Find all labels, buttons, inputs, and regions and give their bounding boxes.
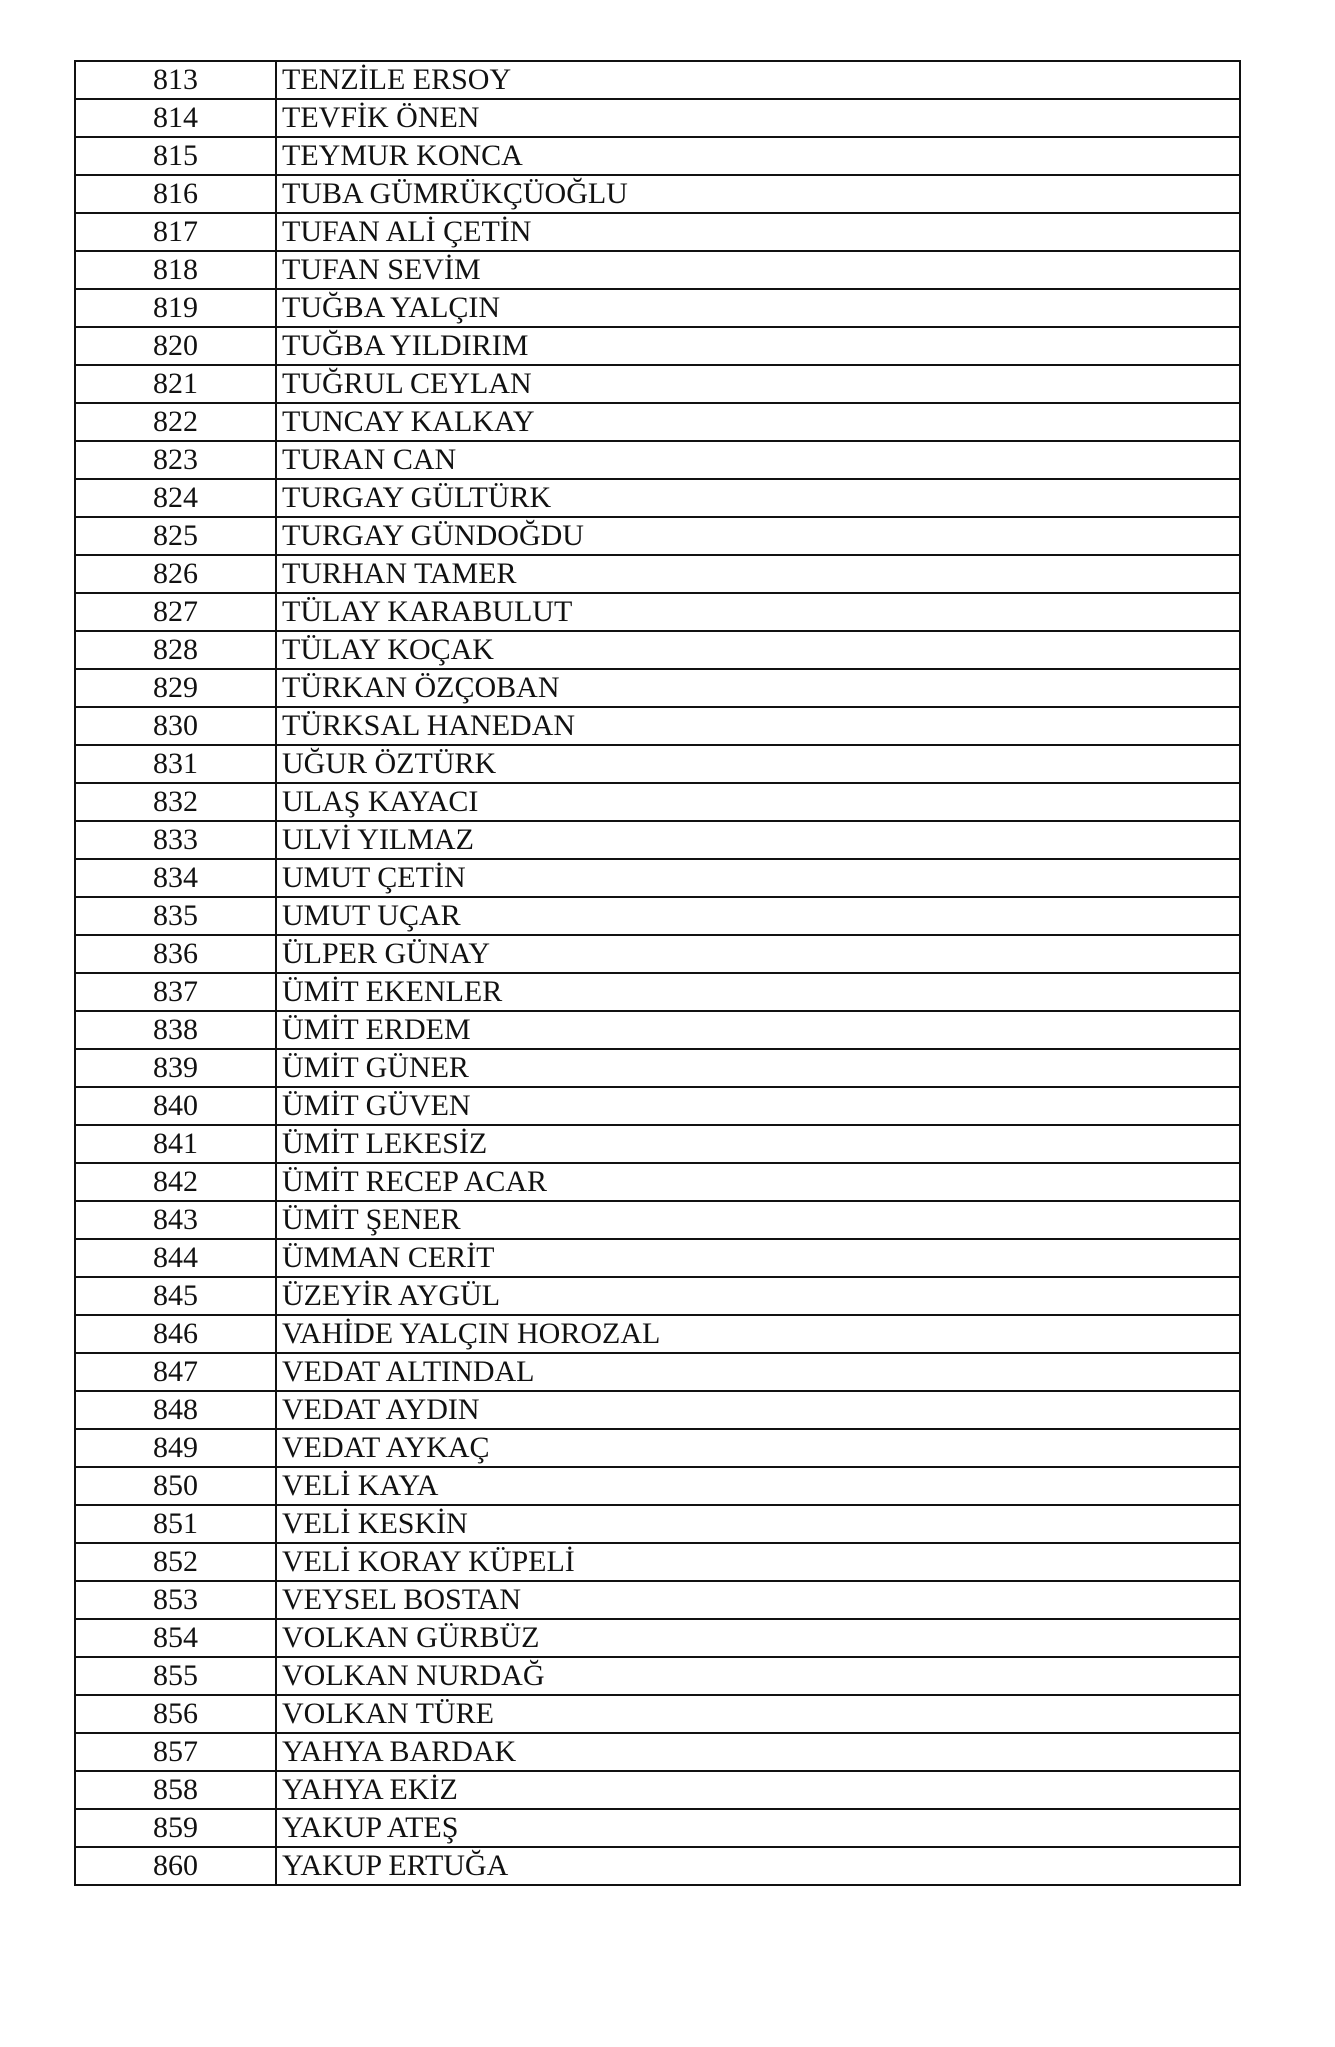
person-name: UĞUR ÖZTÜRK xyxy=(276,745,1240,783)
person-name: TUBA GÜMRÜKÇÜOĞLU xyxy=(276,175,1240,213)
table-row xyxy=(75,175,1240,213)
person-name: TUFAN ALİ ÇETİN xyxy=(276,213,1240,251)
row-number: 825 xyxy=(75,517,276,555)
table-row xyxy=(75,1087,1240,1125)
table-row xyxy=(75,783,1240,821)
row-number: 858 xyxy=(75,1771,276,1809)
row-number: 846 xyxy=(75,1315,276,1353)
person-name: VELİ KESKİN xyxy=(276,1505,1240,1543)
person-name: TUĞRUL CEYLAN xyxy=(276,365,1240,403)
row-number: 835 xyxy=(75,897,276,935)
table-row xyxy=(75,403,1240,441)
person-name: TÜRKAN ÖZÇOBAN xyxy=(276,669,1240,707)
row-number: 834 xyxy=(75,859,276,897)
table-row xyxy=(75,137,1240,175)
row-number: 816 xyxy=(75,175,276,213)
row-number: 827 xyxy=(75,593,276,631)
table-row xyxy=(75,213,1240,251)
person-name: TENZİLE ERSOY xyxy=(276,61,1240,99)
table-row xyxy=(75,631,1240,669)
person-name: ÜMİT ERDEM xyxy=(276,1011,1240,1049)
table-row xyxy=(75,555,1240,593)
row-number: 850 xyxy=(75,1467,276,1505)
table-row xyxy=(75,821,1240,859)
row-number: 820 xyxy=(75,327,276,365)
row-number: 838 xyxy=(75,1011,276,1049)
person-name: ÜMİT GÜNER xyxy=(276,1049,1240,1087)
row-number: 822 xyxy=(75,403,276,441)
person-name: ÜMİT RECEP ACAR xyxy=(276,1163,1240,1201)
row-number: 836 xyxy=(75,935,276,973)
person-name: TUĞBA YILDIRIM xyxy=(276,327,1240,365)
table-row xyxy=(75,1125,1240,1163)
table-row xyxy=(75,365,1240,403)
table-row xyxy=(75,517,1240,555)
person-name: TUFAN SEVİM xyxy=(276,251,1240,289)
table-row xyxy=(75,935,1240,973)
table-row xyxy=(75,1467,1240,1505)
table-row xyxy=(75,251,1240,289)
table-row xyxy=(75,1543,1240,1581)
table-row xyxy=(75,1391,1240,1429)
person-name: ULVİ YILMAZ xyxy=(276,821,1240,859)
row-number: 851 xyxy=(75,1505,276,1543)
row-number: 857 xyxy=(75,1733,276,1771)
person-name: VELİ KAYA xyxy=(276,1467,1240,1505)
table-row xyxy=(75,1505,1240,1543)
table-row xyxy=(75,707,1240,745)
table-row xyxy=(75,61,1240,99)
row-number: 849 xyxy=(75,1429,276,1467)
table-row xyxy=(75,669,1240,707)
person-name: ÜLPER GÜNAY xyxy=(276,935,1240,973)
person-name: YAKUP ATEŞ xyxy=(276,1809,1240,1847)
table-row xyxy=(75,1239,1240,1277)
row-number: 819 xyxy=(75,289,276,327)
row-number: 833 xyxy=(75,821,276,859)
table-row xyxy=(75,1581,1240,1619)
person-name: TÜLAY KOÇAK xyxy=(276,631,1240,669)
table-row xyxy=(75,479,1240,517)
row-number: 831 xyxy=(75,745,276,783)
table-row xyxy=(75,1847,1240,1885)
table-row xyxy=(75,441,1240,479)
row-number: 855 xyxy=(75,1657,276,1695)
name-list-table xyxy=(74,60,1241,1886)
row-number: 843 xyxy=(75,1201,276,1239)
person-name: UMUT UÇAR xyxy=(276,897,1240,935)
row-number: 828 xyxy=(75,631,276,669)
table-row xyxy=(75,1695,1240,1733)
row-number: 832 xyxy=(75,783,276,821)
row-number: 847 xyxy=(75,1353,276,1391)
table-row xyxy=(75,745,1240,783)
person-name: VEYSEL BOSTAN xyxy=(276,1581,1240,1619)
person-name: ÜMMAN CERİT xyxy=(276,1239,1240,1277)
row-number: 821 xyxy=(75,365,276,403)
person-name: TURGAY GÜNDOĞDU xyxy=(276,517,1240,555)
row-number: 813 xyxy=(75,61,276,99)
person-name: TURHAN TAMER xyxy=(276,555,1240,593)
person-name: VELİ KORAY KÜPELİ xyxy=(276,1543,1240,1581)
row-number: 823 xyxy=(75,441,276,479)
row-number: 837 xyxy=(75,973,276,1011)
row-number: 824 xyxy=(75,479,276,517)
table-row xyxy=(75,897,1240,935)
row-number: 815 xyxy=(75,137,276,175)
table-row xyxy=(75,1353,1240,1391)
person-name: VOLKAN GÜRBÜZ xyxy=(276,1619,1240,1657)
table-row xyxy=(75,1657,1240,1695)
row-number: 844 xyxy=(75,1239,276,1277)
person-name: TEVFİK ÖNEN xyxy=(276,99,1240,137)
person-name: TUNCAY KALKAY xyxy=(276,403,1240,441)
row-number: 830 xyxy=(75,707,276,745)
row-number: 839 xyxy=(75,1049,276,1087)
table-row xyxy=(75,1733,1240,1771)
row-number: 852 xyxy=(75,1543,276,1581)
person-name: TURGAY GÜLTÜRK xyxy=(276,479,1240,517)
person-name: VOLKAN TÜRE xyxy=(276,1695,1240,1733)
table-body xyxy=(75,61,1240,1885)
table-row xyxy=(75,859,1240,897)
person-name: ÜMİT GÜVEN xyxy=(276,1087,1240,1125)
table-row xyxy=(75,1429,1240,1467)
row-number: 853 xyxy=(75,1581,276,1619)
row-number: 840 xyxy=(75,1087,276,1125)
table-row xyxy=(75,1011,1240,1049)
row-number: 817 xyxy=(75,213,276,251)
person-name: YAKUP ERTUĞA xyxy=(276,1847,1240,1885)
table-row xyxy=(75,289,1240,327)
person-name: TUĞBA YALÇIN xyxy=(276,289,1240,327)
person-name: VAHİDE YALÇIN HOROZAL xyxy=(276,1315,1240,1353)
row-number: 854 xyxy=(75,1619,276,1657)
table-row xyxy=(75,1771,1240,1809)
table-row xyxy=(75,1049,1240,1087)
person-name: ÜMİT LEKESİZ xyxy=(276,1125,1240,1163)
table-row xyxy=(75,327,1240,365)
person-name: ÜMİT EKENLER xyxy=(276,973,1240,1011)
person-name: TÜLAY KARABULUT xyxy=(276,593,1240,631)
row-number: 818 xyxy=(75,251,276,289)
person-name: TURAN CAN xyxy=(276,441,1240,479)
table-row xyxy=(75,1277,1240,1315)
row-number: 829 xyxy=(75,669,276,707)
person-name: YAHYA BARDAK xyxy=(276,1733,1240,1771)
table-row xyxy=(75,593,1240,631)
table-row xyxy=(75,973,1240,1011)
table-row xyxy=(75,1201,1240,1239)
row-number: 845 xyxy=(75,1277,276,1315)
row-number: 848 xyxy=(75,1391,276,1429)
row-number: 826 xyxy=(75,555,276,593)
row-number: 859 xyxy=(75,1809,276,1847)
row-number: 841 xyxy=(75,1125,276,1163)
person-name: YAHYA EKİZ xyxy=(276,1771,1240,1809)
person-name: UMUT ÇETİN xyxy=(276,859,1240,897)
person-name: TÜRKSAL HANEDAN xyxy=(276,707,1240,745)
row-number: 814 xyxy=(75,99,276,137)
person-name: ULAŞ KAYACI xyxy=(276,783,1240,821)
row-number: 856 xyxy=(75,1695,276,1733)
person-name: ÜMİT ŞENER xyxy=(276,1201,1240,1239)
table-row xyxy=(75,1809,1240,1847)
table-row xyxy=(75,1619,1240,1657)
table-row xyxy=(75,1315,1240,1353)
person-name: VEDAT AYKAÇ xyxy=(276,1429,1240,1467)
person-name: VOLKAN NURDAĞ xyxy=(276,1657,1240,1695)
person-name: VEDAT ALTINDAL xyxy=(276,1353,1240,1391)
row-number: 860 xyxy=(75,1847,276,1885)
table-row xyxy=(75,99,1240,137)
row-number: 842 xyxy=(75,1163,276,1201)
person-name: VEDAT AYDIN xyxy=(276,1391,1240,1429)
table-row xyxy=(75,1163,1240,1201)
person-name: TEYMUR KONCA xyxy=(276,137,1240,175)
person-name: ÜZEYİR AYGÜL xyxy=(276,1277,1240,1315)
